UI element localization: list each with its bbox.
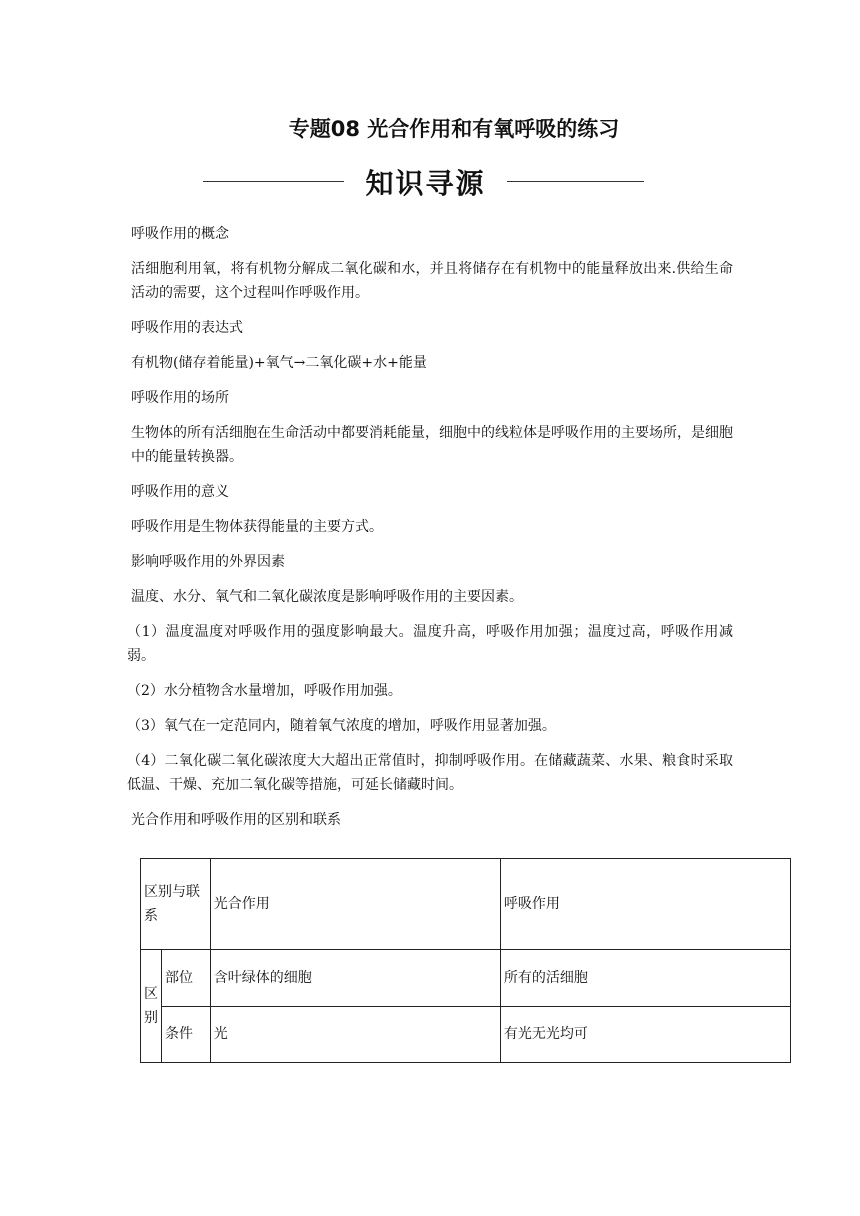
paragraph-heading: 影响呼吸作用的外界因素 <box>131 554 285 570</box>
table-row-label: 条件 <box>162 1006 211 1063</box>
paragraph-body: 生物体的所有活细胞在生命活动中都要消耗能量，细胞中的线粒体是呼吸作用的主要场所，是细胞中的能量转换器。 <box>131 425 733 465</box>
table-header-respiration: 呼吸作用 <box>500 859 790 950</box>
banner-title: 知识寻源 <box>365 167 486 200</box>
table-cell-photosynthesis: 含叶绿体的细胞 <box>210 950 500 1007</box>
paragraph-heading: 呼吸作用的表达式 <box>131 320 243 336</box>
document-body <box>127 222 733 843</box>
table-header-photosynthesis: 光合作用 <box>210 859 500 950</box>
comparison-table <box>140 858 791 1063</box>
table-row-label: 部位 <box>162 950 211 1007</box>
table-row <box>141 1006 791 1063</box>
table-cell-respiration: 有光无光均可 <box>500 1006 790 1063</box>
banner-divider-right <box>507 181 644 182</box>
list-item: （1）温度温度对呼吸作用的强度影响最大。温度升高，呼吸作用加强；温度过高，呼吸作用减弱。 <box>127 624 733 664</box>
paragraph-body: 呼吸作用是生物体获得能量的主要方式。 <box>131 519 383 535</box>
paragraph-heading: 呼吸作用的意义 <box>131 484 229 500</box>
list-item: （2）水分植物含水量增加，呼吸作用加强。 <box>127 683 402 699</box>
table-group-label: 区别 <box>141 950 162 1063</box>
list-item: （3）氧气在一定范同内，随着氧气浓度的增加，呼吸作用显著加强。 <box>127 718 556 734</box>
banner-divider-left <box>203 181 344 182</box>
table-row <box>141 950 791 1007</box>
paragraph-body: 活细胞利用氧，将有机物分解成二氧化碳和水，并且将储存在有机物中的能量释放出来.供给生命活动的需要，这个过程叫作呼吸作用。 <box>131 261 733 301</box>
list-item: （4）二氧化碳二氧化碳浓度大大超出正常值时，抑制呼吸作用。在储藏蔬菜、水果、粮食时采取低温、干燥、充加二氧化碳等措施，可延长储藏时间。 <box>127 753 733 793</box>
page-title: 专题08 光合作用和有氧呼吸的练习 <box>288 117 620 141</box>
section-banner <box>0 162 860 202</box>
table-cell-respiration: 所有的活细胞 <box>500 950 790 1007</box>
table-corner-cell: 区别与联系 <box>141 859 211 950</box>
paragraph-body: 有机物(储存着能量)+氧气→二氧化碳+水+能量 <box>131 355 427 371</box>
table-header-row <box>141 859 791 950</box>
paragraph-body: 温度、水分、氧气和二氧化碳浓度是影响呼吸作用的主要因素。 <box>131 589 523 605</box>
paragraph-heading: 光合作用和呼吸作用的区别和联系 <box>131 812 341 828</box>
paragraph-heading: 呼吸作用的概念 <box>131 226 229 242</box>
table-cell-photosynthesis: 光 <box>210 1006 500 1063</box>
paragraph-heading: 呼吸作用的场所 <box>131 390 229 406</box>
